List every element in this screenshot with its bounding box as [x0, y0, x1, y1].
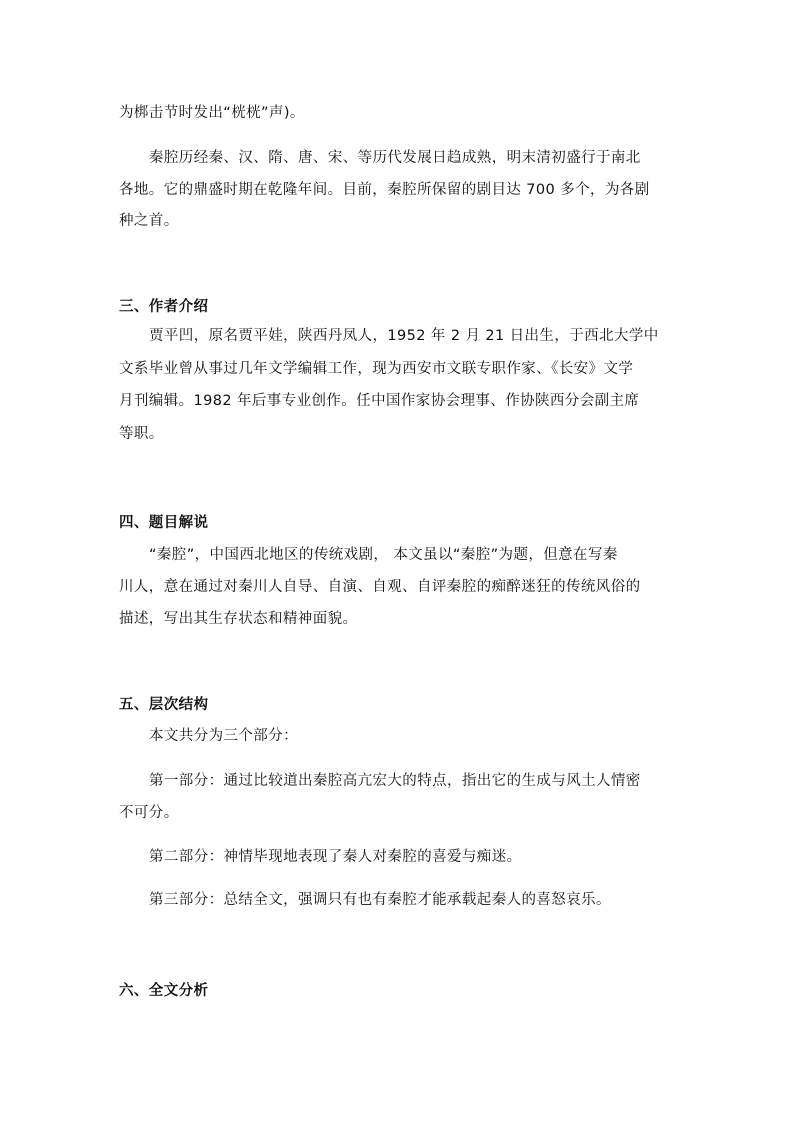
paragraph-line: 本文共分为三个部分： — [149, 728, 298, 744]
paragraph-line: 川人，意在通过对秦川人自导、自演、自观、自评秦腔的痴醉迷狂的传统风俗的 — [119, 579, 641, 595]
paragraph-line: 第三部分：总结全文，强调只有也有秦腔才能承载起秦人的喜怒哀乐。 — [149, 892, 611, 908]
paragraph-line: “秦腔”，中国西北地区的传统戏剧， 本文虽以“秦腔”为题，但意在写秦 — [149, 547, 618, 563]
paragraph-line: 第二部分：神情毕现地表现了秦人对秦腔的喜爱与痴迷。 — [149, 849, 522, 865]
paragraph-line: 各地。它的鼎盛时期在乾隆年间。目前，秦腔所保留的剧目达 700 多个，为各剧 — [119, 182, 650, 198]
section-heading: 五、层次结构 — [119, 697, 209, 713]
paragraph-line: 为梆击节时发出“桄桄”声)。 — [119, 105, 305, 121]
section-heading: 四、题目解说 — [119, 515, 209, 531]
paragraph-line: 秦腔历经秦、汉、隋、唐、宋、等历代发展日趋成熟，明末清初盛行于南北 — [149, 150, 641, 166]
paragraph-line: 描述，写出其生存状态和精神面貌。 — [119, 611, 358, 627]
paragraph-line: 月刊编辑。1982 年后事专业创作。任中国作家协会理事、作协陕西分会副主席 — [119, 393, 640, 409]
paragraph-line: 贾平凹，原名贾平娃，陕西丹凤人，1952 年 2 月 21 日出生，于西北大学中 — [149, 328, 659, 344]
paragraph-line: 不可分。 — [119, 805, 179, 821]
paragraph-line: 第一部分：通过比较道出秦腔高亢宏大的特点，指出它的生成与风土人情密 — [149, 773, 641, 789]
section-heading: 三、作者介绍 — [119, 299, 209, 315]
paragraph-line: 种之首。 — [119, 213, 179, 229]
section-heading: 六、全文分析 — [119, 983, 209, 999]
paragraph-line: 文系毕业曾从事过几年文学编辑工作，现为西安市文联专职作家、《长安》文学 — [119, 361, 634, 377]
paragraph-line: 等职。 — [119, 426, 164, 442]
